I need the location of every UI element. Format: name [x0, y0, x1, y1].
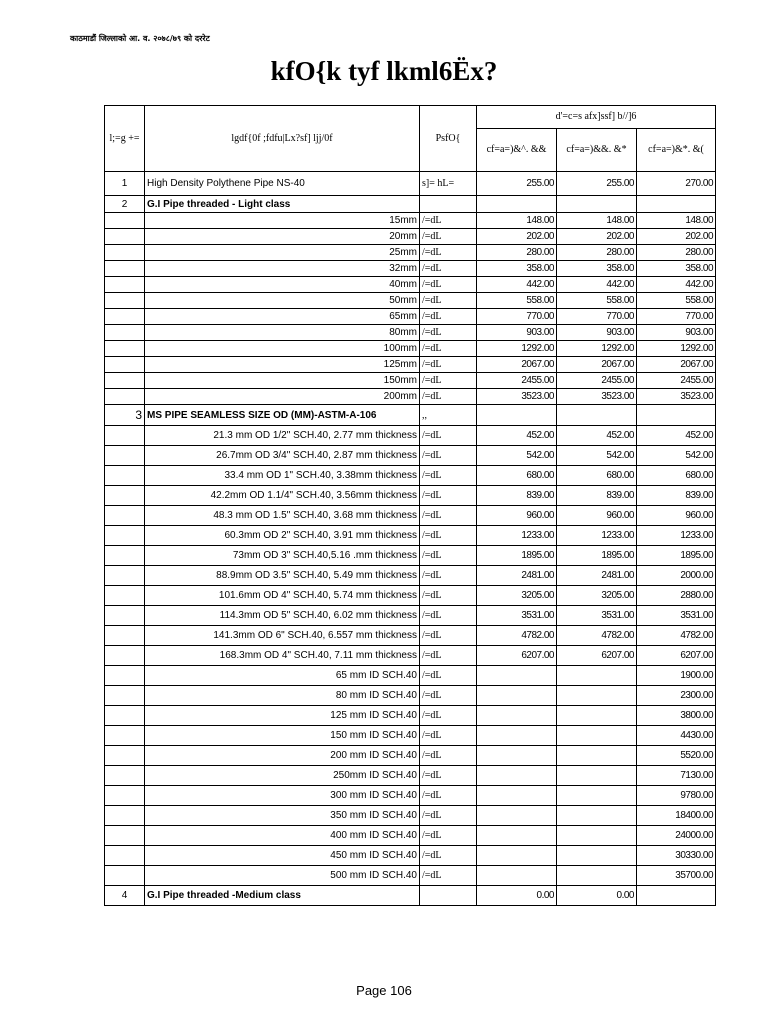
rate-2076-77-cell: 2481.00 [477, 566, 557, 586]
table-row [105, 405, 716, 426]
rate-2078-79-cell: 903.00 [637, 325, 716, 341]
table-row [105, 426, 716, 446]
rate-2078-79-cell: 35700.00 [637, 866, 716, 886]
rate-2077-78-cell: 6207.00 [557, 646, 637, 666]
table-row [105, 626, 716, 646]
rate-2078-79-cell: 4430.00 [637, 726, 716, 746]
description-cell: G.I Pipe threaded -Medium class [145, 886, 420, 906]
rate-2076-77-cell: 903.00 [477, 325, 557, 341]
rate-2076-77-cell: 839.00 [477, 486, 557, 506]
serial-no-cell [105, 546, 145, 566]
rate-2076-77-cell: 358.00 [477, 261, 557, 277]
rate-2078-79-cell: 680.00 [637, 466, 716, 486]
unit-cell: /=dL [420, 373, 477, 389]
rate-2078-79-cell: 1900.00 [637, 666, 716, 686]
rate-2076-77-cell: 1895.00 [477, 546, 557, 566]
description-cell: 60.3mm OD 2" SCH.40, 3.91 mm thickness [145, 526, 420, 546]
rate-2078-79-cell [637, 405, 716, 426]
rate-2077-78-cell: 2455.00 [557, 373, 637, 389]
rate-2076-77-cell: 0.00 [477, 886, 557, 906]
unit-cell: /=dL [420, 706, 477, 726]
rate-2078-79-cell [637, 196, 716, 213]
serial-no-cell [105, 229, 145, 245]
rate-2078-79-cell: 442.00 [637, 277, 716, 293]
description-cell: 200mm [145, 389, 420, 405]
unit-cell: /=dL [420, 666, 477, 686]
rate-2076-77-cell: 2455.00 [477, 373, 557, 389]
rate-2076-77-cell: 2067.00 [477, 357, 557, 373]
description-cell: 26.7mm OD 3/4" SCH.40, 2.87 mm thickness [145, 446, 420, 466]
description-cell: 250mm ID SCH.40 [145, 766, 420, 786]
rate-2077-78-cell: 558.00 [557, 293, 637, 309]
rate-2077-78-cell [557, 726, 637, 746]
header-note: काठमाडौं जिल्लाको आ. व. २०७८/७९ को दररेट [70, 34, 210, 43]
rate-2076-77-cell: 3205.00 [477, 586, 557, 606]
description-cell: 42.2mm OD 1.1/4" SCH.40, 3.56mm thickness [145, 486, 420, 506]
rate-2076-77-cell [477, 196, 557, 213]
description-cell: 25mm [145, 245, 420, 261]
unit-cell: /=dL [420, 726, 477, 746]
description-cell: 40mm [145, 277, 420, 293]
table-row [105, 866, 716, 886]
rate-2078-79-cell: 2880.00 [637, 586, 716, 606]
table-row [105, 786, 716, 806]
rate-2078-79-cell: 2300.00 [637, 686, 716, 706]
table-row [105, 389, 716, 405]
description-cell: 80 mm ID SCH.40 [145, 686, 420, 706]
serial-no-cell [105, 486, 145, 506]
serial-no-cell [105, 586, 145, 606]
rate-2077-78-cell [557, 196, 637, 213]
rate-2078-79-cell: 960.00 [637, 506, 716, 526]
unit-cell: /=dL [420, 546, 477, 566]
serial-no-cell [105, 373, 145, 389]
rate-2077-78-cell [557, 666, 637, 686]
rate-2076-77-cell [477, 706, 557, 726]
rate-2076-77-cell [477, 806, 557, 826]
rate-2077-78-cell: 2481.00 [557, 566, 637, 586]
unit-cell: /=dL [420, 526, 477, 546]
rate-2077-78-cell [557, 866, 637, 886]
serial-no-cell [105, 357, 145, 373]
table-row [105, 826, 716, 846]
rate-2077-78-cell [557, 786, 637, 806]
rate-2076-77-cell: 558.00 [477, 293, 557, 309]
description-cell: 80mm [145, 325, 420, 341]
serial-no-cell [105, 341, 145, 357]
rate-2077-78-cell [557, 746, 637, 766]
unit-cell: ,, [420, 405, 477, 426]
rate-2078-79-cell: 6207.00 [637, 646, 716, 666]
table-row [105, 706, 716, 726]
description-cell: 400 mm ID SCH.40 [145, 826, 420, 846]
table-row [105, 309, 716, 325]
serial-no-cell [105, 646, 145, 666]
table-row [105, 245, 716, 261]
serial-no-cell [105, 706, 145, 726]
unit-cell: /=dL [420, 325, 477, 341]
unit-cell: /=dL [420, 566, 477, 586]
header-rate-group: d'=c=s afx]ssf] b//]6 [477, 106, 716, 129]
rate-2076-77-cell: 3531.00 [477, 606, 557, 626]
table-row [105, 686, 716, 706]
description-cell: 100mm [145, 341, 420, 357]
rate-2078-79-cell: 7130.00 [637, 766, 716, 786]
unit-cell: /=dL [420, 426, 477, 446]
rate-2078-79-cell: 358.00 [637, 261, 716, 277]
serial-no-cell [105, 466, 145, 486]
rate-2076-77-cell [477, 666, 557, 686]
rate-2077-78-cell: 0.00 [557, 886, 637, 906]
table-row [105, 846, 716, 866]
table-row [105, 357, 716, 373]
rate-2077-78-cell: 255.00 [557, 172, 637, 196]
rate-2078-79-cell: 1895.00 [637, 546, 716, 566]
rate-2076-77-cell: 960.00 [477, 506, 557, 526]
rate-2078-79-cell: 2067.00 [637, 357, 716, 373]
serial-no-cell [105, 261, 145, 277]
serial-no-cell: 3 [105, 405, 145, 426]
description-cell: 141.3mm OD 6" SCH.40, 6.557 mm thickness [145, 626, 420, 646]
header-year-2: cf=a=)&&. &* [557, 129, 637, 172]
table-row [105, 277, 716, 293]
description-cell: 125 mm ID SCH.40 [145, 706, 420, 726]
rate-2077-78-cell: 2067.00 [557, 357, 637, 373]
table-row [105, 466, 716, 486]
description-cell: G.I Pipe threaded - Light class [145, 196, 420, 213]
description-cell: 125mm [145, 357, 420, 373]
unit-cell: /=dL [420, 486, 477, 506]
unit-cell: /=dL [420, 277, 477, 293]
rate-2076-77-cell: 1292.00 [477, 341, 557, 357]
unit-cell: s]= hL= [420, 172, 477, 196]
unit-cell: /=dL [420, 866, 477, 886]
page-title: kfO{k tyf lkml6Ëx? [270, 56, 498, 86]
rate-2078-79-cell: 3523.00 [637, 389, 716, 405]
header-unit: PsfO{ [420, 106, 477, 172]
unit-cell [420, 196, 477, 213]
serial-no-cell: 1 [105, 172, 145, 196]
rate-2078-79-cell: 558.00 [637, 293, 716, 309]
rate-2077-78-cell [557, 686, 637, 706]
rate-2076-77-cell: 280.00 [477, 245, 557, 261]
serial-no-cell: 2 [105, 196, 145, 213]
rate-2078-79-cell: 452.00 [637, 426, 716, 446]
unit-cell: /=dL [420, 786, 477, 806]
rate-2078-79-cell: 770.00 [637, 309, 716, 325]
unit-cell [420, 886, 477, 906]
table-row [105, 261, 716, 277]
rate-2078-79-cell: 542.00 [637, 446, 716, 466]
serial-no-cell [105, 293, 145, 309]
serial-no-cell [105, 846, 145, 866]
unit-cell: /=dL [420, 766, 477, 786]
rate-2078-79-cell: 4782.00 [637, 626, 716, 646]
description-cell: 350 mm ID SCH.40 [145, 806, 420, 826]
table-row [105, 446, 716, 466]
serial-no-cell [105, 566, 145, 586]
serial-no-cell [105, 726, 145, 746]
unit-cell: /=dL [420, 213, 477, 229]
rates-table [104, 105, 716, 906]
table-row [105, 606, 716, 626]
table-body [105, 172, 716, 906]
table-row [105, 506, 716, 526]
unit-cell: /=dL [420, 309, 477, 325]
unit-cell: /=dL [420, 606, 477, 626]
unit-cell: /=dL [420, 229, 477, 245]
rate-2077-78-cell: 903.00 [557, 325, 637, 341]
rate-2078-79-cell: 1292.00 [637, 341, 716, 357]
rate-2078-79-cell: 2455.00 [637, 373, 716, 389]
page-number: Page 106 [356, 983, 412, 998]
table-row [105, 766, 716, 786]
rate-2077-78-cell [557, 405, 637, 426]
rate-2076-77-cell [477, 846, 557, 866]
serial-no-cell [105, 786, 145, 806]
description-cell: 150 mm ID SCH.40 [145, 726, 420, 746]
serial-no-cell [105, 526, 145, 546]
unit-cell: /=dL [420, 826, 477, 846]
unit-cell: /=dL [420, 686, 477, 706]
unit-cell: /=dL [420, 389, 477, 405]
rate-2078-79-cell: 202.00 [637, 229, 716, 245]
rate-2078-79-cell: 280.00 [637, 245, 716, 261]
table-row [105, 341, 716, 357]
rate-2078-79-cell: 1233.00 [637, 526, 716, 546]
rate-2077-78-cell: 770.00 [557, 309, 637, 325]
rate-2076-77-cell [477, 726, 557, 746]
rate-2077-78-cell: 3205.00 [557, 586, 637, 606]
description-cell: 450 mm ID SCH.40 [145, 846, 420, 866]
table-row [105, 546, 716, 566]
table-row [105, 526, 716, 546]
serial-no-cell [105, 506, 145, 526]
rate-2078-79-cell [637, 886, 716, 906]
rate-2076-77-cell [477, 766, 557, 786]
description-cell: 300 mm ID SCH.40 [145, 786, 420, 806]
description-cell: 88.9mm OD 3.5" SCH.40, 5.49 mm thickness [145, 566, 420, 586]
description-cell: 33.4 mm OD 1" SCH.40, 3.38mm thickness [145, 466, 420, 486]
unit-cell: /=dL [420, 626, 477, 646]
rate-2076-77-cell: 202.00 [477, 229, 557, 245]
table-row [105, 806, 716, 826]
serial-no-cell [105, 426, 145, 446]
rate-2076-77-cell [477, 866, 557, 886]
serial-no-cell [105, 806, 145, 826]
rate-2078-79-cell: 148.00 [637, 213, 716, 229]
header-description: lgdf{0f ;fdfu|Lx?sf] ljj/0f [145, 106, 420, 172]
rate-2077-78-cell: 1292.00 [557, 341, 637, 357]
table-row [105, 213, 716, 229]
rate-2076-77-cell [477, 826, 557, 846]
description-cell: 101.6mm OD 4" SCH.40, 5.74 mm thickness [145, 586, 420, 606]
rate-2078-79-cell: 839.00 [637, 486, 716, 506]
rate-2076-77-cell: 148.00 [477, 213, 557, 229]
serial-no-cell: 4 [105, 886, 145, 906]
serial-no-cell [105, 309, 145, 325]
table-row [105, 293, 716, 309]
description-cell: 200 mm ID SCH.40 [145, 746, 420, 766]
description-cell: 32mm [145, 261, 420, 277]
description-cell: 65 mm ID SCH.40 [145, 666, 420, 686]
header-year-3: cf=a=)&*. &( [637, 129, 716, 172]
table-row [105, 566, 716, 586]
unit-cell: /=dL [420, 341, 477, 357]
rate-2078-79-cell: 18400.00 [637, 806, 716, 826]
description-cell: 168.3mm OD 4" SCH.40, 7.11 mm thickness [145, 646, 420, 666]
rate-2076-77-cell: 680.00 [477, 466, 557, 486]
rate-2076-77-cell: 1233.00 [477, 526, 557, 546]
serial-no-cell [105, 666, 145, 686]
description-cell: 114.3mm OD 5" SCH.40, 6.02 mm thickness [145, 606, 420, 626]
table-row [105, 196, 716, 213]
rate-2077-78-cell [557, 806, 637, 826]
description-cell: 48.3 mm OD 1.5" SCH.40, 3.68 mm thickness [145, 506, 420, 526]
rate-2076-77-cell: 770.00 [477, 309, 557, 325]
table-row [105, 666, 716, 686]
rate-2076-77-cell [477, 405, 557, 426]
rate-2078-79-cell: 3800.00 [637, 706, 716, 726]
unit-cell: /=dL [420, 646, 477, 666]
description-cell: 150mm [145, 373, 420, 389]
description-cell: High Density Polythene Pipe NS-40 [145, 172, 420, 196]
table-row [105, 229, 716, 245]
rate-2076-77-cell [477, 786, 557, 806]
table-row [105, 486, 716, 506]
rate-2078-79-cell: 3531.00 [637, 606, 716, 626]
rate-2076-77-cell [477, 686, 557, 706]
description-cell: 21.3 mm OD 1/2" SCH.40, 2.77 mm thickness [145, 426, 420, 446]
serial-no-cell [105, 746, 145, 766]
rate-2078-79-cell: 2000.00 [637, 566, 716, 586]
rate-2077-78-cell: 542.00 [557, 446, 637, 466]
description-cell: MS PIPE SEAMLESS SIZE OD (MM)-ASTM-A-106 [145, 405, 420, 426]
unit-cell: /=dL [420, 293, 477, 309]
table-row [105, 746, 716, 766]
rate-2077-78-cell [557, 826, 637, 846]
table-row [105, 586, 716, 606]
unit-cell: /=dL [420, 506, 477, 526]
description-cell: 500 mm ID SCH.40 [145, 866, 420, 886]
serial-no-cell [105, 606, 145, 626]
rate-2076-77-cell: 255.00 [477, 172, 557, 196]
serial-no-cell [105, 446, 145, 466]
table-row [105, 373, 716, 389]
rate-2077-78-cell: 3523.00 [557, 389, 637, 405]
table-row [105, 726, 716, 746]
unit-cell: /=dL [420, 357, 477, 373]
rate-2078-79-cell: 24000.00 [637, 826, 716, 846]
rate-2077-78-cell: 358.00 [557, 261, 637, 277]
rate-2077-78-cell [557, 706, 637, 726]
serial-no-cell [105, 866, 145, 886]
rate-2076-77-cell: 3523.00 [477, 389, 557, 405]
rate-2076-77-cell: 542.00 [477, 446, 557, 466]
rate-2077-78-cell: 4782.00 [557, 626, 637, 646]
rate-2077-78-cell [557, 766, 637, 786]
rate-2077-78-cell: 202.00 [557, 229, 637, 245]
description-cell: 15mm [145, 213, 420, 229]
rate-2077-78-cell: 839.00 [557, 486, 637, 506]
unit-cell: /=dL [420, 466, 477, 486]
rate-2077-78-cell: 960.00 [557, 506, 637, 526]
rate-2077-78-cell: 680.00 [557, 466, 637, 486]
table-row [105, 646, 716, 666]
rate-2077-78-cell: 3531.00 [557, 606, 637, 626]
rate-2077-78-cell: 1233.00 [557, 526, 637, 546]
serial-no-cell [105, 686, 145, 706]
rate-2078-79-cell: 270.00 [637, 172, 716, 196]
serial-no-cell [105, 389, 145, 405]
rate-2076-77-cell [477, 746, 557, 766]
rate-2077-78-cell: 1895.00 [557, 546, 637, 566]
table-row [105, 172, 716, 196]
rate-2077-78-cell: 452.00 [557, 426, 637, 446]
rate-2076-77-cell: 6207.00 [477, 646, 557, 666]
description-cell: 50mm [145, 293, 420, 309]
unit-cell: /=dL [420, 846, 477, 866]
rate-2076-77-cell: 452.00 [477, 426, 557, 446]
rate-2077-78-cell: 280.00 [557, 245, 637, 261]
rate-2077-78-cell: 442.00 [557, 277, 637, 293]
header-year-1: cf=a=)&^. && [477, 129, 557, 172]
rate-2077-78-cell: 148.00 [557, 213, 637, 229]
header-serial-no: l;=g += [105, 106, 145, 172]
unit-cell: /=dL [420, 245, 477, 261]
rate-2078-79-cell: 5520.00 [637, 746, 716, 766]
rate-2076-77-cell: 4782.00 [477, 626, 557, 646]
unit-cell: /=dL [420, 746, 477, 766]
serial-no-cell [105, 626, 145, 646]
serial-no-cell [105, 826, 145, 846]
description-cell: 65mm [145, 309, 420, 325]
rate-2077-78-cell [557, 846, 637, 866]
serial-no-cell [105, 245, 145, 261]
unit-cell: /=dL [420, 586, 477, 606]
table-row [105, 886, 716, 906]
rate-2078-79-cell: 30330.00 [637, 846, 716, 866]
unit-cell: /=dL [420, 446, 477, 466]
unit-cell: /=dL [420, 261, 477, 277]
serial-no-cell [105, 325, 145, 341]
table-row [105, 325, 716, 341]
description-cell: 73mm OD 3" SCH.40,5.16 .mm thickness [145, 546, 420, 566]
unit-cell: /=dL [420, 806, 477, 826]
rate-2078-79-cell: 9780.00 [637, 786, 716, 806]
description-cell: 20mm [145, 229, 420, 245]
serial-no-cell [105, 277, 145, 293]
serial-no-cell [105, 213, 145, 229]
serial-no-cell [105, 766, 145, 786]
rate-2076-77-cell: 442.00 [477, 277, 557, 293]
